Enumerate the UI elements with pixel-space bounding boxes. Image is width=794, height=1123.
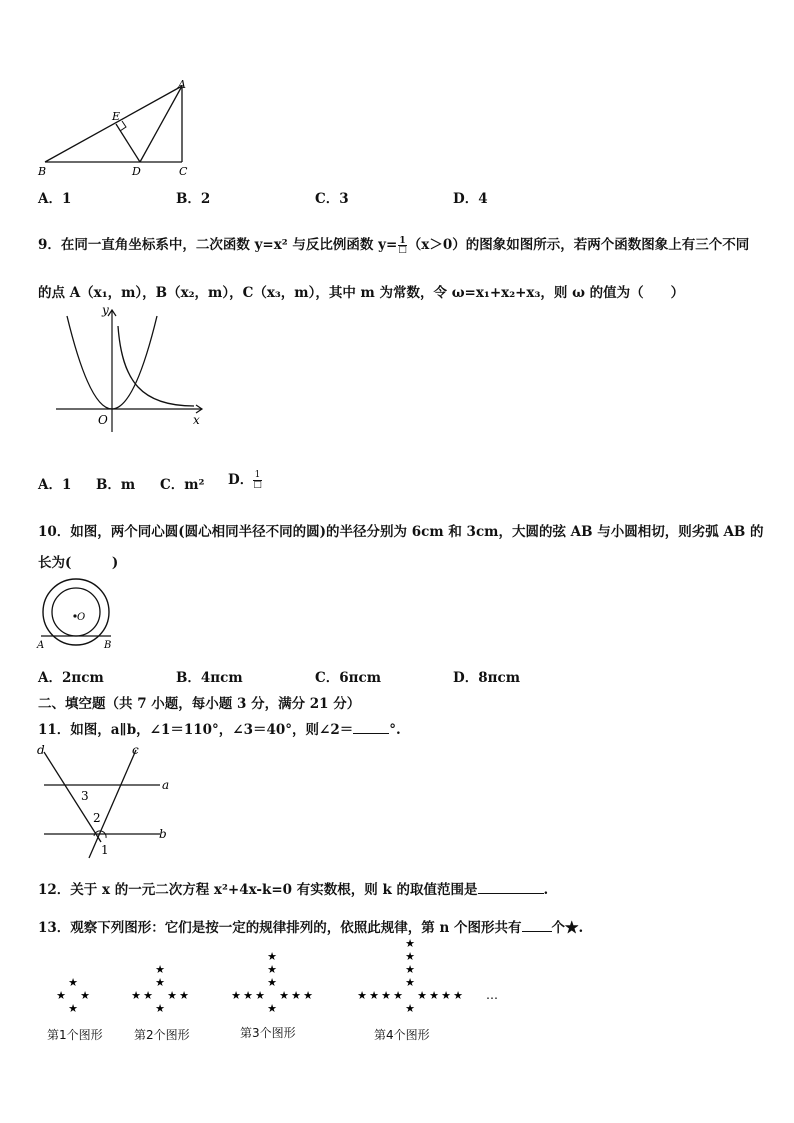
- q11-stem-part-b: a∥b，∠1＝110°，∠3＝40°，则∠2＝: [110, 722, 354, 738]
- circle-center-label: O: [77, 612, 86, 623]
- star-figure-1-right-1: ★: [80, 989, 90, 1002]
- q13-star-patterns: [0, 935, 520, 1025]
- origin-label: O: [98, 413, 108, 427]
- label-B: B: [38, 165, 47, 178]
- q13-answer-blank[interactable]: [522, 931, 552, 932]
- star-figure-4-right-4: ★: [453, 989, 463, 1002]
- star-figure-3-right-3: ★: [303, 989, 313, 1002]
- star-figure-3-left-3: ★: [231, 989, 241, 1002]
- q9-graph: [52, 302, 212, 432]
- star-figure-3-right-1: ★: [279, 989, 289, 1002]
- q10-option-b: B．4πcm: [176, 670, 243, 686]
- star-figure-4-left-3: ★: [369, 989, 379, 1002]
- q8-option-a: A．1: [38, 191, 72, 207]
- q9-stem-line-2: 的点 A（x₁，m），B（x₂，m），C（x₃，m），其中 m 为常数，令 ω=x₁+x₂+x₃，则 ω 的值为（ ）: [38, 285, 685, 301]
- label-C: C: [179, 165, 188, 178]
- q10-option-d: D．8πcm: [453, 670, 520, 686]
- star-figure-3-left-1: ★: [255, 989, 265, 1002]
- q9-fraction-numerator: 1: [399, 236, 406, 246]
- q8-option-c: C．3: [315, 191, 349, 207]
- star-figure-2-up-2: ★: [155, 963, 165, 976]
- star-figure-3-up-3: ★: [267, 950, 277, 963]
- star-figure-2-left-1: ★: [143, 989, 153, 1002]
- q9-stem-part-b: （x＞0）的图象如图所示，若两个函数图象上有三个不同: [407, 237, 750, 253]
- q9-option-d-numerator: 1: [254, 470, 261, 480]
- q9-fraction-denominator: □: [398, 245, 407, 255]
- q9-option-b: B．m: [96, 477, 136, 493]
- chord-label-a: A: [37, 640, 45, 650]
- star-pattern-ellipsis: …: [486, 988, 498, 1002]
- star-figure-3-left-2: ★: [243, 989, 253, 1002]
- q8-option-b: B．2: [176, 191, 211, 207]
- q9-fraction: [398, 237, 407, 254]
- q11-stem-part-c: °.: [389, 722, 401, 738]
- axis-y-label: y: [102, 303, 109, 317]
- angle-label-1: 1: [101, 843, 109, 857]
- q9-option-d-denominator: □: [253, 480, 262, 490]
- line-label-a: a: [162, 778, 170, 792]
- star-figure-4-up-4: ★: [405, 937, 415, 950]
- q8-triangle-figure: [30, 78, 200, 178]
- q11-stem: [38, 718, 401, 738]
- star-figure-1-left-1: ★: [56, 989, 66, 1002]
- q13-stem-part-a: 13．观察下列图形：它们是按一定的规律排列的，依照此规律，第 n 个图形共有: [38, 920, 522, 936]
- q13-stem: [38, 916, 583, 936]
- q9-stem-line-1: [38, 233, 749, 254]
- q10-concentric-circles: [34, 578, 118, 650]
- star-figure-4-right-2: ★: [429, 989, 439, 1002]
- q12-answer-blank[interactable]: [478, 893, 544, 894]
- star-figure-2-right-2: ★: [179, 989, 189, 1002]
- q10-option-a: A．2πcm: [38, 670, 104, 686]
- star-figure-4-up-1: ★: [405, 976, 415, 989]
- chord-label-b: B: [104, 640, 112, 650]
- q13-caption-1: 第1个图形: [47, 1028, 103, 1042]
- q11-answer-blank[interactable]: [353, 733, 389, 734]
- q9-stem-part-a: 9．在同一直角坐标系中，二次函数 y=x² 与反比例函数 y=: [38, 237, 398, 253]
- q8-option-d: D．4: [453, 191, 488, 207]
- star-figure-4-down: ★: [405, 1002, 415, 1015]
- q9-option-a: A．1: [38, 477, 72, 493]
- q12-stem: [38, 878, 548, 898]
- q13-caption-4: 第4个图形: [374, 1028, 430, 1042]
- q13-caption-3: 第3个图形: [240, 1026, 296, 1040]
- star-figure-4-right-1: ★: [417, 989, 427, 1002]
- q9-option-d: [228, 468, 262, 490]
- q9-option-d-fraction: [253, 471, 262, 490]
- q9-option-c: C．m²: [160, 477, 205, 493]
- angle-label-2: 2: [93, 811, 101, 825]
- q11-stem-part-a: 11．如图，: [38, 722, 111, 738]
- label-D: D: [132, 165, 141, 178]
- section-heading: 二、填空题（共 7 小题，每小题 3 分，满分 21 分）: [38, 696, 361, 712]
- q13-caption-2: 第2个图形: [134, 1028, 190, 1042]
- q11-parallel-lines-figure: [34, 740, 174, 860]
- star-figure-4-right-3: ★: [441, 989, 451, 1002]
- q9-option-d-label: D．: [228, 472, 254, 488]
- star-figure-1-up-1: ★: [68, 976, 78, 989]
- q10-option-c: C．6πcm: [315, 670, 382, 686]
- axis-x-label: x: [193, 413, 200, 427]
- q10-stem-line-2: 长为( ): [38, 555, 119, 571]
- line-label-c: c: [132, 743, 139, 757]
- q12-stem-part-b: .: [543, 882, 549, 898]
- star-figure-2-right-1: ★: [167, 989, 177, 1002]
- star-figure-2-down: ★: [155, 1002, 165, 1015]
- star-figure-4-left-1: ★: [393, 989, 403, 1002]
- star-figure-4-left-4: ★: [357, 989, 367, 1002]
- star-figure-3-right-2: ★: [291, 989, 301, 1002]
- star-figure-4-left-2: ★: [381, 989, 391, 1002]
- star-figure-2-left-2: ★: [131, 989, 141, 1002]
- star-figure-3-up-1: ★: [267, 976, 277, 989]
- star-figure-3-up-2: ★: [267, 963, 277, 976]
- q13-stem-part-b: 个★.: [551, 920, 584, 936]
- q10-stem-line-1: 10．如图，两个同心圆(圆心相同半径不同的圆)的半径分别为 6cm 和 3cm，大圆的弦 AB 与小圆相切，则劣弧 AB 的: [38, 524, 764, 540]
- label-A: A: [178, 78, 186, 91]
- star-figure-3-down: ★: [267, 1002, 277, 1015]
- star-figure-4-up-2: ★: [405, 963, 415, 976]
- label-E: E: [112, 110, 121, 123]
- line-label-b: b: [159, 827, 167, 841]
- q12-stem-part-a: 12．关于 x 的一元二次方程 x²+4x-k=0 有实数根，则 k 的取值范围是: [38, 882, 478, 898]
- line-label-d: d: [37, 743, 45, 757]
- star-figure-1-down: ★: [68, 1002, 78, 1015]
- angle-label-3: 3: [81, 789, 89, 803]
- star-figure-4-up-3: ★: [405, 950, 415, 963]
- star-figure-2-up-1: ★: [155, 976, 165, 989]
